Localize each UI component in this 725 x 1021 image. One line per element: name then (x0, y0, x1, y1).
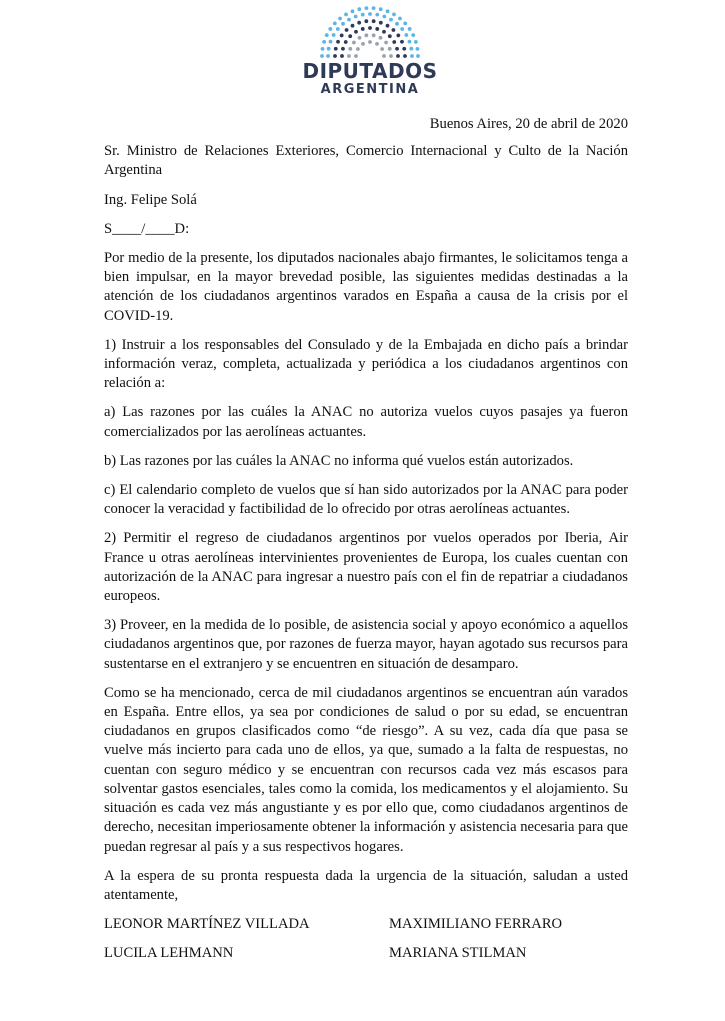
logo-dot (403, 21, 407, 25)
logo-dot (395, 22, 399, 26)
logo-dot (386, 24, 390, 28)
body-paragraph: Como se ha mencionado, cerca de mil ciudadanos argentinos se encuentran aún varados en España. Entre ellos, ya sea por condiciones de salud o por su edad, se encuentran ciudadanos en grupos clasificados como “de riesgo”. A su vez, cada día que pasa se vuelve más incierto para cada uno de ellos, ya que, sumado a la falta de respuestas, no cuentan con seguro médico y se encuentran con recursos cada vez más escasos para solventar gastos esenciales, tales como la comida, los medicamentos y el alojamiento. Su situación es cada vez más angustiante y es por ello que, como ciudadanos argentinos de derecho, necesitan imperiosamente obtener la información y asistencia necesaria para que puedan regresar al país y a sus respectivos hogares. (104, 684, 628, 855)
logo-dot (375, 27, 379, 31)
logo-dot (416, 54, 420, 58)
logo-dot (340, 54, 344, 58)
request-item-1b: b) Las razones por las cuáles la ANAC no informa qué vuelos están autorizados. (104, 452, 574, 469)
logo-dot (347, 18, 351, 22)
logo-dot (398, 17, 402, 21)
logo-dot (380, 47, 384, 51)
logo-dot (361, 42, 365, 46)
logo-dot (341, 22, 345, 26)
logo-dot (379, 21, 383, 25)
logo-dot (414, 40, 418, 44)
logo-dot (357, 7, 361, 11)
logo-dot (361, 27, 365, 31)
logo-dot (368, 12, 372, 16)
logo-dot (354, 15, 358, 19)
logo-dot (326, 54, 330, 58)
logo-dot (375, 42, 379, 46)
logo-dot (329, 40, 333, 44)
logo-dot (392, 40, 396, 44)
logo-dot (336, 27, 340, 31)
logo-dot (356, 47, 360, 51)
logo-dot (365, 6, 369, 10)
logo-country: ARGENTINA (320, 82, 420, 97)
logo-dot (348, 34, 352, 38)
logo-dot (320, 54, 324, 58)
logo-dot (396, 54, 400, 58)
logo-dot (372, 33, 376, 37)
logo-dot (338, 17, 342, 21)
request-item-3: 3) Proveer, en la medida de lo posible, de asistencia social y apoyo económico a aquellos ciudadanos argentinos que, por razones de fuerza mayor, hayan agotado sus recursos para sustentarse en el extranjero y se encuentren en situación de desamparo. (104, 617, 628, 672)
logo-dot (327, 47, 331, 51)
logo-dot (328, 27, 332, 31)
logo-dot (354, 30, 358, 34)
logo-dot (400, 27, 404, 31)
logo-dot (392, 28, 396, 32)
logo-dot (382, 30, 386, 34)
logo-dot (332, 33, 336, 37)
intro-paragraph: Por medio de la presente, los diputados nacionales abajo firmantes, le solicitamos tenga a bien impulsar, en la mayor brevedad posible, las siguientes medidas destinadas a la atención de los ciudadanos argentinos varados en España a causa de la crisis por el COVID-19. (104, 250, 628, 324)
logo-dot (400, 40, 404, 44)
logo-dot (340, 34, 344, 38)
logo-dot (389, 18, 393, 22)
logo-dot (372, 19, 376, 23)
request-item-2: 2) Permitir el regreso de ciudadanos argentinos por vuelos operados por Iberia, Air France u otras aerolíneas intervinientes provenientes de Europa, los cuales cuentan con autorización de la ANAC para ingresar a nuestro país con el fin de repatriar a ciudadanos europeos. (104, 530, 628, 605)
logo-dot (322, 40, 326, 44)
logo-dot (351, 24, 355, 28)
logo-dot (358, 36, 362, 40)
logo-dot (351, 9, 355, 13)
logo-dot (354, 54, 358, 58)
closing-paragraph: A la espera de su pronta respuesta dada la urgencia de la situación, saludan a usted atentamente, (104, 867, 628, 903)
letter-date: Buenos Aires, 20 de abril de 2020 (429, 116, 628, 132)
signatory-name: MAXIMILIANO FERRARO (389, 916, 563, 933)
signatory-name: LUCILA LEHMANN (104, 945, 234, 962)
logo-dot (344, 40, 348, 44)
logo-dot (368, 40, 372, 44)
logo-name: DIPUTADOS (302, 59, 438, 83)
request-item-1: 1) Instruir a los responsables del Consulado y de la Embajada en dicho país a brindar información veraz, completa, actualizada y periódica a los ciudadanos argentinos con relación a: (104, 336, 628, 392)
logo-dot (382, 54, 386, 58)
recipient-name: Ing. Felipe Solá (104, 191, 197, 208)
logo-dot (388, 47, 392, 51)
logo-dot (372, 6, 376, 10)
logo-dot (336, 40, 340, 44)
congress-hemicycle-icon (310, 6, 430, 58)
logo-dot (411, 33, 415, 37)
logo-dot (408, 40, 412, 44)
logo-dot (389, 54, 393, 58)
logo-dot (344, 13, 348, 17)
logo-dot (410, 54, 414, 58)
logo-dot (375, 13, 379, 17)
diputados-logo (300, 6, 440, 106)
logo-dot (333, 21, 337, 25)
logo-dot (382, 15, 386, 19)
logo-dot (416, 47, 420, 51)
logo-dot (396, 34, 400, 38)
logo-dot (333, 54, 337, 58)
logo-dot (402, 47, 406, 51)
logo-dot (388, 34, 392, 38)
signature-row (104, 915, 628, 934)
logo-dot (384, 41, 388, 45)
request-item-1c: c) El calendario completo de vuelos que sí han sido autorizados por la ANAC para poder conocer la veracidad y factibilidad de lo ofrecido por otras aerolíneas actuantes. (104, 482, 628, 518)
logo-dot (325, 33, 329, 37)
logo-dot (386, 9, 390, 13)
logo-dot (409, 47, 413, 51)
logo-dot (364, 33, 368, 37)
logo-dot (364, 19, 368, 23)
logo-dot (357, 21, 361, 25)
salutation: S____/____D: (104, 220, 190, 237)
logo-dot (321, 47, 325, 51)
recipient: Sr. Ministro de Relaciones Exteriores, Comercio Internacional y Culto de la Nación Argentina (104, 143, 628, 179)
logo-dot (408, 27, 412, 31)
signatory-name: MARIANA STILMAN (389, 945, 527, 962)
logo-dot (403, 54, 407, 58)
logo-dot (345, 28, 349, 32)
logo-dot (368, 26, 372, 30)
logo-dot (348, 47, 352, 51)
logo-dot (347, 54, 351, 58)
letter-body (104, 115, 628, 964)
logo-dot (341, 47, 345, 51)
logo-dot (352, 41, 356, 45)
logo-dot (392, 13, 396, 17)
logo-dot (395, 47, 399, 51)
signatory-name: LEONOR MARTÍNEZ VILLADA (104, 916, 310, 933)
logo-dot (379, 36, 383, 40)
signature-row (104, 944, 628, 963)
logo-dot (334, 47, 338, 51)
logo-dot (361, 13, 365, 17)
request-item-1a: a) Las razones por las cuáles la ANAC no autoriza vuelos cuyos pasajes ya fueron comercializados por las aerolíneas actuantes. (104, 404, 628, 440)
logo-dot (379, 7, 383, 11)
logo-dot (404, 33, 408, 37)
